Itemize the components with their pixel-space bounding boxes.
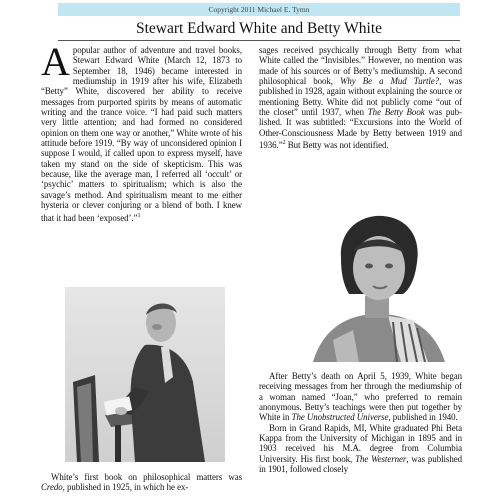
book-title-unobstructed-universe: The Unobstructed Universe (291, 412, 389, 423)
credo-paragraph (41, 472, 242, 493)
joan-paragraph (259, 371, 462, 423)
intro-text: popular author of adventure and travel books, Stewart Edward White (March 12, 1873 to September 18, 1946) became interested in mediumship in 1919 after his wife, Elizabeth “Betty” White, discovered her ability to receive messages from purported spirits by means of automatic writing and the trance voice. “I had paid such matters very little attention; and had formed no considered opinion on them one way or another,” White wrote of his attitude before 1919. “By way of unconsidered opinion I suppose I would, if called upon to express myself, have taken my stand on the side of skepticism. This was because, like the average man, I referred all ‘occult’ or ‘psychic’ matters to spiritualism; which is also the savage’s method. And spiritualism meant to me either hysteria or clever conjuring or a blend of both. I knew that it had been ‘exposed’.” (41, 45, 242, 223)
continuation-text-c: was published. It was subtitled: “Excursions into the World of Other-Consciousness Made by Betty between 1919 and 1936.” (259, 107, 462, 151)
continuation-text-a: sages received psychically through Betty from what White called the “Invisibles.” However, no mention was made of his sources or of Betty’s mediumship. A second philosophical book, (259, 45, 462, 87)
continuation-text-b: , was published in 1928, again without explaining the source or mentioning Betty. White did not publicly come “out of the closet” until 1937, when (259, 76, 462, 118)
betty-white-photo (293, 210, 463, 362)
footnote-marker-2: 2 (282, 140, 286, 147)
footnote-marker-1: 1 (137, 212, 141, 219)
title-divider (58, 40, 460, 41)
biography-text-a: Born in Grand Rapids, MI, White graduated Phi Beta Kappa from the University of Michigan in 1895 and in 1903 received his M.A. degree from Columbia University. His first book, (259, 422, 462, 464)
stewart-white-photo (65, 287, 225, 462)
right-column-bottom (259, 371, 462, 500)
drop-cap: A (41, 45, 70, 84)
joan-text-b: , published in 1940. (388, 412, 458, 423)
page-title: Stewart Edward White and Betty White (135, 20, 383, 37)
credo-text-a: White’s first book on philosophical matters was (51, 472, 242, 482)
left-column-top (41, 45, 242, 281)
biography-paragraph (259, 423, 462, 475)
intro-paragraph (41, 45, 242, 223)
left-column-bottom (41, 472, 242, 500)
right-column-top (259, 45, 462, 205)
copyright-bar (58, 3, 460, 16)
book-title-mud-turtle: Why Be a Mud Turtle? (340, 76, 440, 87)
joan-text-a: After Betty’s death on April 5, 1939, White began receiving messages from her through the mediumship of a woman named “Joan,” who preferred to remain anonymous. Betty’s teachings were then put together by White in (259, 371, 462, 423)
continuation-text-d: But Betty was not identified. (285, 140, 389, 151)
biography-text-b: , was published in 1901, followed closely (259, 453, 462, 475)
copyright-text: Copyright 2011 Michael E. Tymn (208, 5, 310, 14)
continuation-paragraph (259, 45, 462, 150)
book-title-credo: Credo (41, 482, 63, 493)
book-title-betty-book: The Betty Book (367, 107, 425, 118)
book-title-westerner: The Westerner (355, 453, 407, 464)
credo-text-b: , published in 1925, in which he ex- (62, 482, 189, 493)
